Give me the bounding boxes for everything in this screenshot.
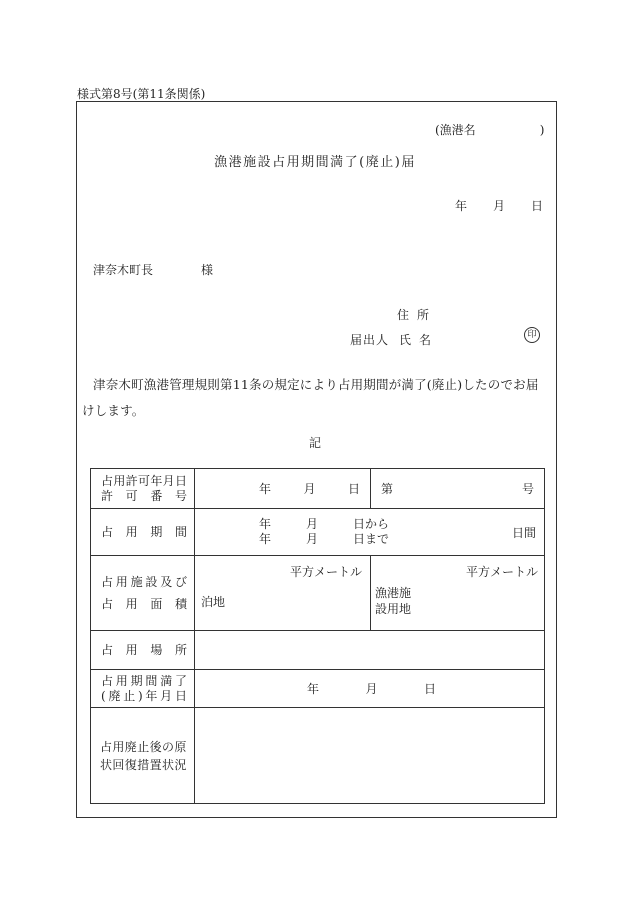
expiry-month: 月 — [365, 682, 378, 696]
cell-harbor-facility-area — [371, 556, 545, 631]
label-permit — [91, 469, 195, 509]
char: 号 — [174, 488, 187, 503]
mooring-unit: 平方メートル — [289, 565, 362, 579]
char: 可 — [125, 488, 138, 503]
char: 占 — [101, 597, 114, 611]
from-month: 月 — [305, 517, 318, 531]
char: 了 — [174, 673, 187, 688]
char: 及 — [160, 575, 173, 589]
harbor-facility-label-1: 漁港施 — [375, 586, 412, 600]
char: 許 — [101, 488, 114, 503]
char: び — [174, 575, 187, 589]
char: 占 — [101, 524, 114, 539]
cell-period — [195, 509, 545, 556]
address-label: 住所 — [397, 308, 438, 322]
char: 期 — [150, 524, 163, 539]
restore-label-1: 占用廃止後の原 — [100, 739, 187, 754]
char: 用 — [115, 673, 128, 688]
char: 許 — [125, 473, 138, 488]
date-day: 日 — [531, 199, 544, 213]
cell-place — [195, 631, 545, 670]
addressee-name: 津奈木町長 — [93, 263, 154, 277]
char: 設 — [145, 575, 158, 589]
document-title: 漁港施設占用期間満了(廃止)届 — [214, 155, 416, 170]
char: 月 — [160, 688, 173, 703]
char: ( — [101, 688, 106, 703]
period-days: 日間 — [511, 525, 536, 540]
char: 廃 — [108, 688, 121, 703]
harbor-facility-unit: 平方メートル — [465, 565, 538, 579]
from-year: 年 — [259, 517, 272, 531]
char: 所 — [174, 642, 187, 657]
form-label: 様式第8号(第11条関係) — [77, 87, 206, 101]
addressee — [93, 261, 213, 278]
char: 期 — [130, 673, 143, 688]
char: 場 — [150, 642, 163, 657]
char: 積 — [174, 597, 187, 611]
char: 用 — [115, 575, 128, 589]
addressee-honorific: 様 — [201, 263, 214, 277]
to-month: 月 — [305, 532, 318, 546]
char: 年 — [145, 688, 158, 703]
char: 止 — [123, 688, 136, 703]
char: 月 — [162, 473, 175, 488]
cell-expiry-date — [195, 670, 545, 708]
label-place — [91, 631, 195, 670]
mooring-label: 泊地 — [201, 595, 226, 609]
body-text: 津奈木町漁港管理規則第11条の規定により占用期間が満了(廃止)したのでお届けします。 — [82, 377, 539, 418]
harbor-name-field — [435, 121, 544, 138]
row-place — [91, 631, 545, 670]
date-line — [455, 197, 543, 214]
cell-restore — [195, 708, 545, 804]
name-label: 氏名 — [399, 333, 440, 347]
char: ) — [137, 688, 143, 703]
char: 用 — [125, 597, 138, 611]
date-year: 年 — [455, 199, 468, 213]
label-permit-line2 — [91, 489, 194, 504]
char: 間 — [145, 673, 158, 688]
harbor-open: (漁港名 — [435, 123, 476, 137]
label-facility — [91, 556, 195, 631]
cell-mooring-area — [195, 556, 371, 631]
char: 年 — [150, 473, 163, 488]
date-month: 月 — [493, 199, 506, 213]
notifier-line — [350, 331, 439, 348]
char: 占 — [101, 575, 114, 589]
char: 番 — [150, 488, 163, 503]
to-year: 年 — [259, 532, 272, 546]
permit-day: 日 — [347, 482, 360, 496]
char: 占 — [101, 473, 114, 488]
char: 満 — [160, 673, 173, 688]
harbor-close: ) — [539, 123, 545, 137]
label-restore — [91, 708, 195, 804]
char: 占 — [101, 642, 114, 657]
permit-year: 年 — [259, 482, 272, 496]
to-day: 日まで — [352, 532, 389, 546]
char: 面 — [150, 597, 163, 611]
char: 用 — [125, 524, 138, 539]
notifier-role: 届出人 — [350, 333, 390, 347]
char: 施 — [130, 575, 143, 589]
char: 占 — [101, 673, 114, 688]
notification-table — [90, 468, 545, 804]
seal-mark: 印 — [524, 327, 540, 343]
row-expiry — [91, 670, 545, 708]
row-period — [91, 509, 545, 556]
row-permit — [91, 469, 545, 509]
char: 可 — [137, 473, 150, 488]
char: 用 — [113, 473, 126, 488]
label-period — [91, 509, 195, 556]
expiry-day: 日 — [423, 682, 436, 696]
row-facility — [91, 556, 545, 631]
from-day: 日から — [352, 517, 389, 531]
char: 間 — [174, 524, 187, 539]
char: 用 — [125, 642, 138, 657]
label-permit-line1 — [91, 474, 194, 489]
permit-no-suffix: 号 — [521, 482, 534, 496]
cell-permit-date — [195, 469, 371, 509]
expiry-year: 年 — [307, 682, 320, 696]
cell-permit-number — [371, 469, 545, 509]
char: 日 — [174, 688, 187, 703]
permit-no-prefix: 第 — [381, 482, 394, 496]
permit-month: 月 — [303, 482, 316, 496]
ki-heading: 記 — [308, 436, 321, 450]
row-restore — [91, 708, 545, 804]
restore-label-2: 状回復措置状況 — [100, 757, 187, 772]
char: 日 — [174, 473, 187, 488]
label-expiry — [91, 670, 195, 708]
harbor-facility-label-2: 設用地 — [375, 602, 412, 616]
